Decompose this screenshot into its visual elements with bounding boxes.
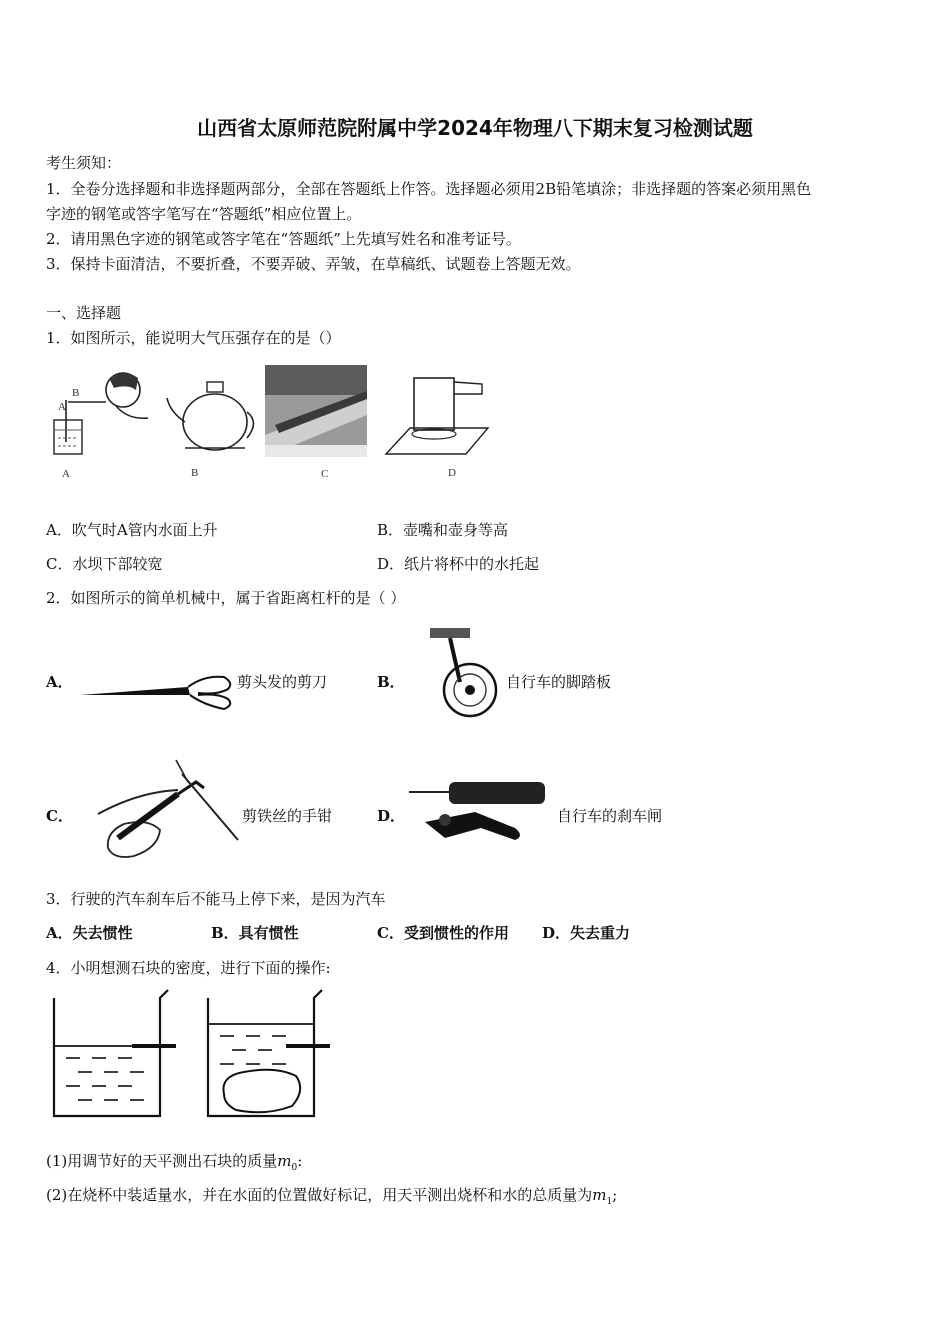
q4-step-1 — [46, 1150, 302, 1173]
q4-step-1-sub: 0 — [291, 1163, 298, 1173]
notice-heading: 考生须知： — [46, 154, 122, 172]
q4-beaker-figure-1 — [52, 996, 182, 1121]
notice-item-1: 1．全卷分选择题和非选择题两部分，全部在答题纸上作答。选择题必须用2B铅笔填涂；非选择题的答案必须用黑色 — [46, 180, 812, 198]
q3-option-a: A．失去惯性 — [46, 924, 133, 942]
notice-item-1-cont: 字迹的钢笔或答字笔写在“答题纸”相应位置上。 — [46, 205, 362, 223]
q2-option-d-text: 自行车的刹车闸 — [557, 807, 663, 825]
q2-option-a-text: 剪头发的剪刀 — [237, 673, 328, 691]
q4-step-1-text: (1)用调节好的天平测出石块的质量 — [46, 1152, 278, 1170]
q1-option-a: A．吹气时A管内水面上升 — [46, 521, 218, 539]
notice-item-2: 2．请用黑色字迹的钢笔或答字笔在“答题纸”上先填写姓名和准考证号。 — [46, 230, 521, 248]
q2-option-a-letter: A． — [46, 673, 73, 691]
q2-option-c-letter: C． — [46, 807, 73, 825]
q2-option-b-letter: B． — [377, 673, 405, 691]
q4-step-2-end: ; — [612, 1186, 618, 1204]
q2-option-b-text: 自行车的脚踏板 — [506, 673, 612, 691]
q1-fig-a-tube-label: A — [58, 401, 66, 413]
q1-label-b: B — [191, 467, 199, 479]
q1-label-a: A — [62, 468, 70, 480]
section-heading: 一、选择题 — [46, 304, 122, 322]
page-title: 山西省太原师范院附属中学2024年物理八下期末复习检测试题 — [197, 116, 753, 140]
q4-step-1-var: m — [277, 1152, 292, 1170]
q1-stem: 1．如图所示，能说明大气压强存在的是（） — [46, 329, 341, 347]
q2-option-d-letter: D． — [377, 807, 406, 825]
q4-step-2 — [46, 1184, 617, 1207]
q1-figure-b — [165, 372, 255, 482]
q1-option-b: B．壶嘴和壶身等高 — [377, 521, 509, 539]
q1-figure-a — [48, 362, 158, 482]
q1-fig-a-tube-b-label: B — [72, 387, 80, 399]
q3-stem: 3．行驶的汽车刹车后不能马上停下来，是因为汽车 — [46, 890, 386, 908]
q1-option-c: C．水坝下部较宽 — [46, 555, 163, 573]
q2-scissors-figure — [78, 665, 238, 715]
q3-option-b: B．具有惯性 — [211, 924, 299, 942]
q2-stem: 2．如图所示的简单机械中，属于省距离杠杆的是（ ） — [46, 589, 406, 607]
q2-option-c-text: 剪铁丝的手钳 — [242, 807, 333, 825]
q4-step-1-end: : — [297, 1152, 303, 1170]
q2-pliers-figure — [78, 752, 243, 864]
q1-label-d: D — [448, 467, 456, 479]
q2-pedal-figure — [410, 622, 505, 722]
q4-step-2-var: m — [592, 1186, 607, 1204]
q1-figure-d — [380, 372, 490, 482]
q4-stem: 4．小明想测石块的密度，进行下面的操作: — [46, 959, 331, 977]
notice-item-3: 3．保持卡面清洁，不要折叠，不要弄破、弄皱，在草稿纸、试题卷上答题无效。 — [46, 255, 581, 273]
q4-step-2-text: (2)在烧杯中装适量水，并在水面的位置做好标记，用天平测出烧杯和水的总质量为 — [46, 1186, 593, 1204]
q4-beaker-figure-2 — [206, 996, 336, 1121]
q3-option-d: D．失去重力 — [542, 924, 631, 942]
q1-figure-c — [265, 365, 370, 483]
q1-option-d: D．纸片将杯中的水托起 — [377, 555, 540, 573]
q3-option-c: C．受到惯性的作用 — [377, 924, 509, 942]
q4-step-2-sub: 1 — [606, 1197, 613, 1207]
q1-label-c: C — [321, 468, 329, 480]
q2-brake-figure — [405, 778, 550, 858]
